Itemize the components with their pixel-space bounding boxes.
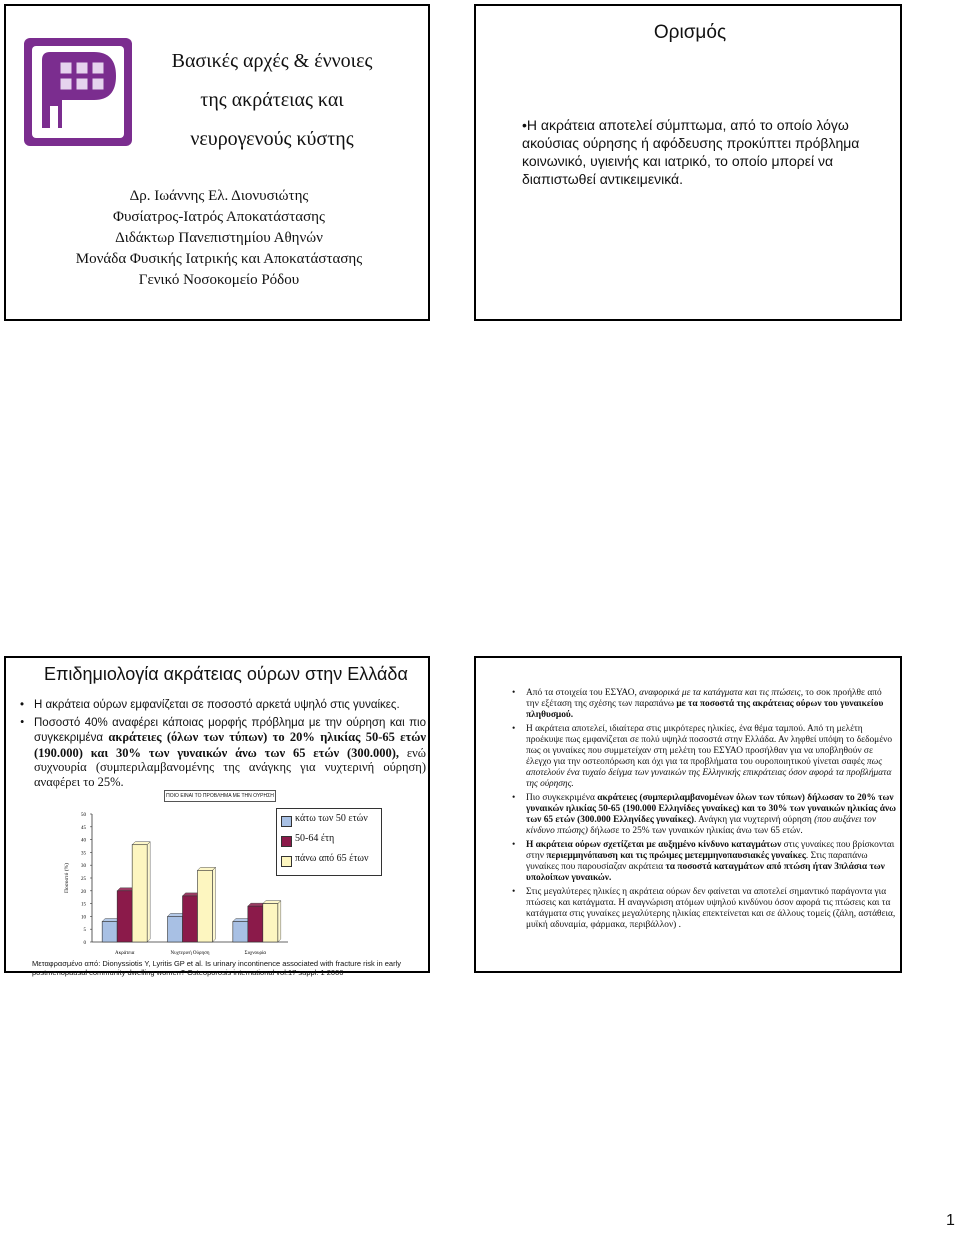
slide-title-text — [136, 42, 408, 159]
bullet-item — [512, 793, 896, 837]
y-tick-label: 25 — [81, 877, 86, 882]
bullet-item: • Στις μεγαλύτερες ηλικίες η ακράτεια ούρων δεν φαίνεται να αποτελεί σημαντικό παράγοντα για πτώσεις και κατάγματα. Η αναγνώριση ατόμων υψηλού κινδύνου όσον αφορά τις πτώσεις και τα κατάγματα στις γυναίκες μεγαλύτερης ηλικίας επεκτείνεται και σε άλλους τομείς (ζάλη, αστάθεια, μυϊκή αδυναμία, φάρμακα, περιβάλλον) . — [512, 887, 896, 931]
bullet-text: Ποσοστό 40% αναφέρει κάποιας μορφής πρόβλημα με την ούρηση και πιο συγκεκριμένα — [34, 716, 426, 744]
y-tick-label: 15 — [81, 902, 86, 908]
definition-text: •Η ακράτεια αποτελεί σύμπτωμα, από το οποίο λόγω ακούσιας ούρησης ή αφόδευσης προκύπτει πρόβλημα κοινωνικό, υγιεινής και ιατρικό, το οποίο μπορεί να διαπιστωθεί αντικειμενικά. — [522, 117, 860, 187]
legend-item — [281, 813, 381, 829]
text: Πιο συγκεκριμένα — [526, 793, 598, 803]
title-line: νευρογενούς κύστης — [190, 128, 354, 150]
legend-item — [281, 833, 381, 849]
author-unit: Μονάδα Φυσικής Ιατρικής και Αποκατάστασης — [75, 251, 363, 267]
text: αναφορικά με τα κατάγματα και τις πτώσεις — [639, 688, 801, 698]
y-tick-label: 45 — [81, 825, 86, 831]
bar — [183, 896, 198, 942]
author-degree: Διδάκτωρ Πανεπιστημίου Αθηνών — [115, 230, 323, 246]
bullet-text: ενώ συχνουρία (συμπεριλαμβανομένης της ανάγκης για νυχτερινή ούρηση) αναφέρει το 25%. — [34, 745, 426, 789]
y-tick-label: 10 — [81, 915, 86, 921]
author-block — [6, 186, 432, 291]
slide-findings — [474, 656, 902, 973]
author-name: Δρ. Ιωάννης Ελ. Διονυσιώτης — [129, 188, 309, 204]
text: Η ακράτεια αποτελεί, ιδιαίτερα στις μικρότερες ηλικίες, ένα θέμα ταμπού. Από τη μελέτη προέκυψε πως εμφανίζεται σε πολύ υψηλά ποσοστά στην Ελλάδα. Αν ληφθεί υπόψη το δεδομένο πως οι γυναίκες που συμμετείχαν στη μελέτη του ΕΣΥΑΟ προσήλθαν για να υποβληθούν σε έλεγχο για την οστεοπόρωση και όχι για τα προβλήματα του ουροποιητικού γίνεται σαφές — [526, 724, 893, 767]
bullet-bold-text: ακράτειες (όλων των τύπων) το 20% ηλικίας 50-65 ετών (190.000) και 30% των γυναικών άνω των 65 ετών (300.000), — [34, 730, 426, 760]
bar — [168, 916, 183, 942]
author-hospital: Γενικό Νοσοκομείο Ρόδου — [138, 272, 300, 288]
text: Η ακράτεια ούρων σχετίζεται με αυξημένο κίνδυνο καταγμάτων — [526, 840, 782, 850]
y-tick-label: 35 — [81, 851, 86, 857]
bullet-item — [18, 715, 426, 790]
bullet-item — [512, 688, 896, 721]
bullet-list — [18, 698, 426, 791]
text: (που αυξάνει τον κίνδυνο πτώσης) — [526, 815, 877, 836]
bar — [198, 870, 213, 942]
bar-side — [213, 867, 216, 942]
text: τα ποσοστά καταγμάτων από πτώση ήταν 3πλάσια των υπολοίπων γυναικών. — [526, 862, 885, 883]
bar — [102, 922, 117, 942]
page-number: 1 — [946, 1212, 955, 1229]
slide-heading: Ορισμός — [653, 22, 727, 43]
text: ακράτειες (συμπεριλαμβανομένων όλων των τύπων) δήλωσαν το 20% των γυναικών ηλικίας 50-65 (190.000 Ελληνίδες γυναίκες) και το 30% των γυναικών ηλικίας άνω των 65 ετών (300.000 Ελληνίδες γυναίκες) — [526, 793, 897, 825]
bullet-list — [512, 688, 896, 934]
x-tick-label: Νυχτερινή Ούρηση — [170, 951, 210, 956]
chart-title: ΠΟΙΟ ΕΙΝΑΙ ΤΟ ΠΡΟΒΛΗΜΑ ΜΕ ΤΗΝ ΟΥΡΗΣΗ — [164, 790, 276, 802]
bullet-item — [512, 724, 896, 790]
bar — [132, 845, 147, 942]
slide-epidemiology — [4, 656, 430, 977]
bullet-item: • Η ακράτεια ούρων εμφανίζεται σε ποσοστό αρκετά υψηλό στις γυναίκες. — [18, 698, 426, 713]
bar-top — [198, 867, 216, 870]
author-role: Φυσίατρος-Ιατρός Αποκατάστασης — [113, 209, 325, 225]
bar — [117, 891, 132, 942]
text: με τα ποσοστά της ακράτειας ούρων του γυναικείου πληθυσμού. — [526, 699, 884, 720]
clinic-logo-icon — [22, 36, 134, 148]
x-tick-label: Ακράτεια — [115, 951, 135, 956]
source-citation: Μεταφρασμένο από: Dionyssiotis Y, Lyritis GP et al. Is urinary incontinence associated with fracture risk in early postmenopausal community dwelling women? Osteoporosis international vol.17 suppl. 1 2006 — [32, 959, 401, 977]
slide-heading: Επιδημιολογία ακράτειας ούρων στην Ελλάδα — [44, 664, 408, 684]
text: στις γυναίκες που βρίσκονται στην — [526, 840, 895, 861]
legend-swatch — [281, 816, 292, 827]
x-tick-label: Συχνουρία — [244, 951, 266, 956]
text: , το σοκ προήλθε από την εξέταση της σχέσης των παραπάνω — [526, 688, 882, 709]
y-axis-label: Ποσοστό (%) — [64, 863, 70, 893]
text: πως αποτελούν ένα τυχαίο δείγμα των γυναικών της Ελληνικής επικράτειας όσον αφορά τα προβλήματα της ούρησης. — [526, 757, 892, 789]
text: δήλωσε το 25% των γυναικών ηλικίας άνω των 65 ετών. — [587, 826, 803, 836]
y-tick-label: 0 — [83, 941, 86, 946]
legend-swatch — [281, 836, 292, 847]
bar-side — [278, 901, 281, 942]
bullet-item — [512, 840, 896, 884]
legend-swatch — [281, 856, 292, 867]
legend-label: 50-64 έτη — [295, 833, 335, 844]
bar-top — [263, 901, 281, 904]
bar — [233, 922, 248, 942]
slide-definition — [474, 4, 902, 321]
title-line: Βασικές αρχές & έννοιες — [171, 50, 373, 72]
text: . Στις παραπάνω γυναίκες που παρουσίαζαν ακράτεια — [526, 851, 868, 872]
text: περιεμμηνόπαυση και τις πρώιμες μετεμμηνοπαυσιακές γυναίκες — [546, 851, 806, 861]
y-tick-label: 5 — [83, 928, 86, 934]
text: . Ανάγκη για νυχτερινή ούρηση — [694, 815, 815, 825]
legend-label: πάνω από 65 έτων — [295, 853, 369, 864]
text: Από τα στοιχεία του ΕΣΥΑΟ, — [526, 688, 640, 698]
y-tick-label: 30 — [81, 864, 86, 870]
legend-item — [281, 853, 381, 869]
y-tick-label: 50 — [81, 813, 86, 818]
bar — [248, 906, 263, 942]
slide-title — [4, 4, 430, 321]
legend-label: κάτω των 50 ετών — [295, 813, 368, 824]
y-tick-label: 40 — [81, 838, 86, 844]
bar-side — [147, 842, 150, 942]
bar-top — [132, 842, 150, 845]
bar — [263, 904, 278, 942]
y-tick-label: 20 — [81, 889, 86, 895]
title-line: της ακράτειας και — [200, 89, 344, 111]
chart-legend — [276, 808, 382, 876]
